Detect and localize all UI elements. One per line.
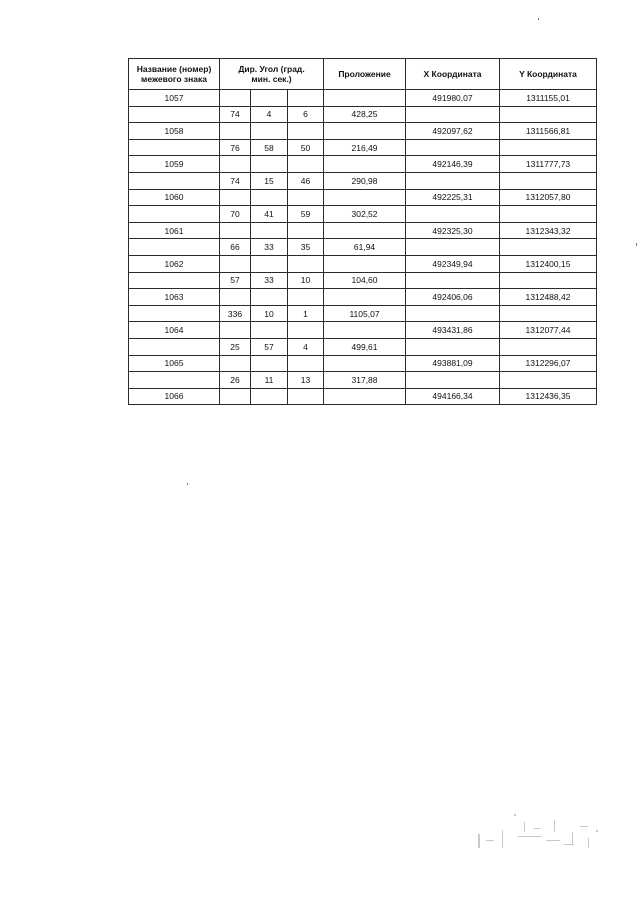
angle-seconds-cell	[288, 90, 324, 107]
x-coordinate-cell: 492349,94	[406, 255, 500, 272]
header-point-name: Название (номер) межевого знака	[129, 59, 220, 90]
point-name-cell	[129, 206, 220, 223]
y-coordinate-cell	[500, 239, 597, 256]
segment-length-cell	[324, 156, 406, 173]
angle-seconds-cell	[288, 388, 324, 405]
scan-speck	[636, 243, 637, 246]
segment-length-cell: 317,88	[324, 372, 406, 389]
angle-degrees-cell: 57	[220, 272, 251, 289]
y-coordinate-cell: 1312296,07	[500, 355, 597, 372]
point-name-cell	[129, 106, 220, 123]
angle-seconds-cell	[288, 322, 324, 339]
x-coordinate-cell: 492097,62	[406, 123, 500, 140]
point-name-cell: 1059	[129, 156, 220, 173]
segment-length-cell: 104,60	[324, 272, 406, 289]
angle-degrees-cell	[220, 156, 251, 173]
angle-minutes-cell	[251, 355, 288, 372]
angle-degrees-cell	[220, 289, 251, 306]
faint-stamp-mark	[468, 800, 608, 860]
segment-length-cell: 428,25	[324, 106, 406, 123]
point-name-cell	[129, 239, 220, 256]
angle-degrees-cell	[220, 222, 251, 239]
x-coordinate-cell	[406, 272, 500, 289]
y-coordinate-cell: 1312343,32	[500, 222, 597, 239]
angle-minutes-cell: 57	[251, 338, 288, 355]
segment-length-cell: 499,61	[324, 338, 406, 355]
table-row-segment	[129, 338, 597, 355]
segment-length-cell	[324, 90, 406, 107]
angle-degrees-cell	[220, 255, 251, 272]
point-name-cell	[129, 338, 220, 355]
angle-seconds-cell: 46	[288, 172, 324, 189]
table-row-point	[129, 156, 597, 173]
x-coordinate-cell	[406, 206, 500, 223]
angle-minutes-cell	[251, 189, 288, 206]
x-coordinate-cell: 492406,06	[406, 289, 500, 306]
angle-minutes-cell	[251, 222, 288, 239]
table-row-point	[129, 255, 597, 272]
angle-minutes-cell: 33	[251, 272, 288, 289]
segment-length-cell: 302,52	[324, 206, 406, 223]
y-coordinate-cell: 1312400,15	[500, 255, 597, 272]
angle-minutes-cell: 58	[251, 139, 288, 156]
x-coordinate-cell	[406, 338, 500, 355]
table-row-point	[129, 388, 597, 405]
y-coordinate-cell	[500, 338, 597, 355]
y-coordinate-cell: 1312488,42	[500, 289, 597, 306]
table-row-point	[129, 322, 597, 339]
table-row-segment	[129, 372, 597, 389]
point-name-cell: 1062	[129, 255, 220, 272]
segment-length-cell: 1105,07	[324, 305, 406, 322]
segment-length-cell: 216,49	[324, 139, 406, 156]
angle-seconds-cell: 6	[288, 106, 324, 123]
x-coordinate-cell: 493881,09	[406, 355, 500, 372]
x-coordinate-cell	[406, 239, 500, 256]
angle-minutes-cell	[251, 123, 288, 140]
angle-minutes-cell	[251, 90, 288, 107]
y-coordinate-cell	[500, 172, 597, 189]
table-row-segment	[129, 305, 597, 322]
table-row-point	[129, 355, 597, 372]
angle-minutes-cell	[251, 322, 288, 339]
segment-length-cell	[324, 123, 406, 140]
angle-degrees-cell	[220, 322, 251, 339]
angle-degrees-cell	[220, 123, 251, 140]
y-coordinate-cell: 1312057,80	[500, 189, 597, 206]
y-coordinate-cell	[500, 206, 597, 223]
y-coordinate-cell: 1311155,01	[500, 90, 597, 107]
point-name-cell: 1064	[129, 322, 220, 339]
table-header-row	[129, 59, 597, 90]
y-coordinate-cell: 1311777,73	[500, 156, 597, 173]
angle-seconds-cell: 59	[288, 206, 324, 223]
point-name-cell	[129, 372, 220, 389]
point-name-cell	[129, 305, 220, 322]
y-coordinate-cell: 1312077,44	[500, 322, 597, 339]
table-row-point	[129, 222, 597, 239]
point-name-cell: 1066	[129, 388, 220, 405]
point-name-cell	[129, 139, 220, 156]
point-name-cell	[129, 272, 220, 289]
angle-degrees-cell	[220, 388, 251, 405]
table-row-segment	[129, 139, 597, 156]
segment-length-cell	[324, 388, 406, 405]
header-length: Проложение	[324, 59, 406, 90]
angle-degrees-cell: 74	[220, 172, 251, 189]
table-row-segment	[129, 239, 597, 256]
segment-length-cell	[324, 289, 406, 306]
angle-degrees-cell	[220, 90, 251, 107]
segment-length-cell	[324, 355, 406, 372]
angle-degrees-cell: 74	[220, 106, 251, 123]
point-name-cell: 1061	[129, 222, 220, 239]
header-y-coordinate: Y Координата	[500, 59, 597, 90]
table-row-segment	[129, 272, 597, 289]
angle-seconds-cell	[288, 255, 324, 272]
segment-length-cell	[324, 222, 406, 239]
scan-speck	[538, 18, 539, 20]
angle-degrees-cell: 66	[220, 239, 251, 256]
table-row-point	[129, 289, 597, 306]
angle-seconds-cell: 4	[288, 338, 324, 355]
table-row-segment	[129, 106, 597, 123]
angle-minutes-cell	[251, 255, 288, 272]
angle-minutes-cell: 15	[251, 172, 288, 189]
segment-length-cell	[324, 255, 406, 272]
x-coordinate-cell	[406, 172, 500, 189]
table-row-point	[129, 189, 597, 206]
x-coordinate-cell: 491980,07	[406, 90, 500, 107]
y-coordinate-cell	[500, 272, 597, 289]
x-coordinate-cell: 494166,34	[406, 388, 500, 405]
segment-length-cell: 61,94	[324, 239, 406, 256]
y-coordinate-cell	[500, 139, 597, 156]
y-coordinate-cell: 1311566,81	[500, 123, 597, 140]
point-name-cell: 1060	[129, 189, 220, 206]
angle-seconds-cell	[288, 355, 324, 372]
y-coordinate-cell	[500, 305, 597, 322]
point-name-cell: 1058	[129, 123, 220, 140]
x-coordinate-cell	[406, 139, 500, 156]
header-direction-angle: Дир. Угол (град. мин. сек.)	[220, 59, 324, 90]
point-name-cell	[129, 172, 220, 189]
y-coordinate-cell	[500, 372, 597, 389]
x-coordinate-cell: 492225,31	[406, 189, 500, 206]
angle-minutes-cell	[251, 156, 288, 173]
table-row-point	[129, 123, 597, 140]
x-coordinate-cell: 492325,30	[406, 222, 500, 239]
angle-minutes-cell: 4	[251, 106, 288, 123]
y-coordinate-cell	[500, 106, 597, 123]
angle-minutes-cell: 41	[251, 206, 288, 223]
angle-minutes-cell: 11	[251, 372, 288, 389]
segment-length-cell	[324, 322, 406, 339]
x-coordinate-cell: 493431,86	[406, 322, 500, 339]
angle-degrees-cell	[220, 355, 251, 372]
angle-degrees-cell: 336	[220, 305, 251, 322]
angle-seconds-cell	[288, 189, 324, 206]
point-name-cell: 1057	[129, 90, 220, 107]
header-x-coordinate: X Координата	[406, 59, 500, 90]
angle-seconds-cell: 35	[288, 239, 324, 256]
segment-length-cell	[324, 189, 406, 206]
angle-seconds-cell	[288, 289, 324, 306]
angle-seconds-cell: 13	[288, 372, 324, 389]
y-coordinate-cell: 1312436,35	[500, 388, 597, 405]
angle-minutes-cell	[251, 289, 288, 306]
point-name-cell: 1065	[129, 355, 220, 372]
boundary-coordinates-table	[128, 58, 597, 405]
scan-speck	[187, 483, 188, 485]
angle-seconds-cell: 50	[288, 139, 324, 156]
x-coordinate-cell	[406, 305, 500, 322]
x-coordinate-cell	[406, 106, 500, 123]
angle-degrees-cell	[220, 189, 251, 206]
table-row-point	[129, 90, 597, 107]
segment-length-cell: 290,98	[324, 172, 406, 189]
angle-degrees-cell: 76	[220, 139, 251, 156]
x-coordinate-cell: 492146,39	[406, 156, 500, 173]
table-row-segment	[129, 206, 597, 223]
angle-minutes-cell	[251, 388, 288, 405]
point-name-cell: 1063	[129, 289, 220, 306]
angle-seconds-cell	[288, 156, 324, 173]
angle-seconds-cell	[288, 222, 324, 239]
x-coordinate-cell	[406, 372, 500, 389]
angle-seconds-cell: 10	[288, 272, 324, 289]
angle-minutes-cell: 10	[251, 305, 288, 322]
angle-seconds-cell: 1	[288, 305, 324, 322]
angle-degrees-cell: 25	[220, 338, 251, 355]
angle-degrees-cell: 70	[220, 206, 251, 223]
angle-seconds-cell	[288, 123, 324, 140]
angle-degrees-cell: 26	[220, 372, 251, 389]
table-row-segment	[129, 172, 597, 189]
angle-minutes-cell: 33	[251, 239, 288, 256]
